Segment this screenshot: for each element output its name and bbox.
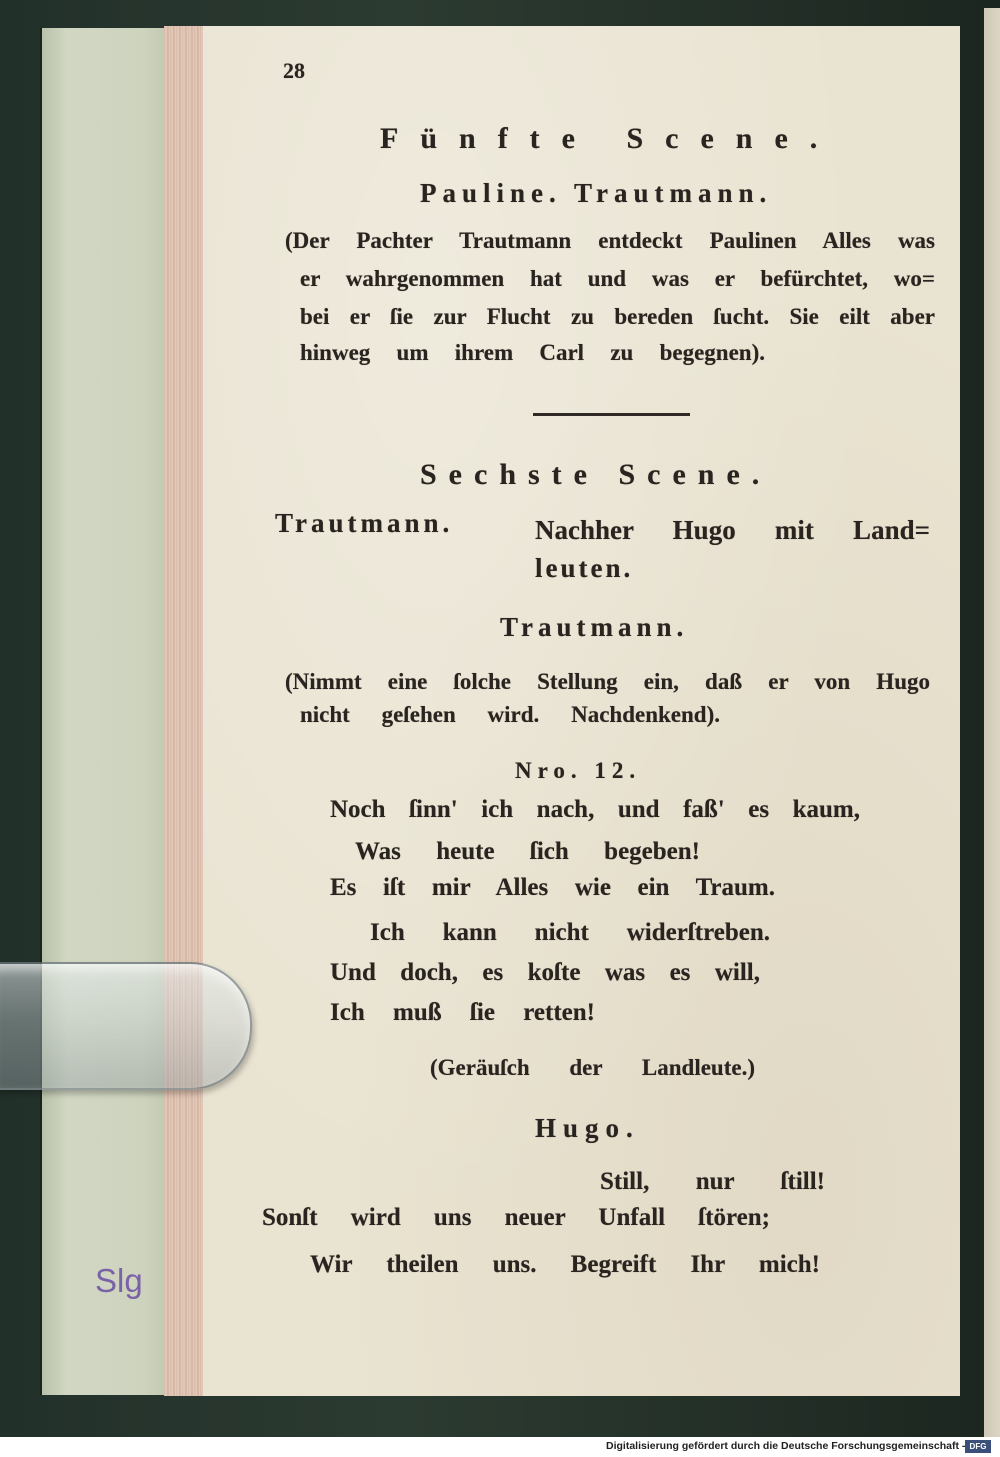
verse-line: Es iſt mir Alles wie ein Traum. — [330, 874, 775, 901]
page-edge-stack — [164, 26, 205, 1396]
stage-direction-line: (Nimmt eine ſolche Stellung ein, daß er von Hugo — [285, 669, 930, 694]
scene-6-characters-rest: leuten. — [535, 553, 634, 583]
speaker-hugo: Hugo. — [535, 1113, 640, 1143]
scene-divider — [533, 413, 690, 416]
verse-line: Ich kann nicht widerſtreben. — [370, 919, 770, 946]
library-stamp: Slg — [95, 1262, 143, 1299]
verse-line: Ich muß ſie retten! — [330, 999, 595, 1026]
left-page-block — [40, 28, 168, 1395]
dfg-logo: DFG — [965, 1440, 991, 1453]
scene-5-characters: Pauline. Trautmann. — [420, 178, 773, 208]
scene-5-direction-line: er wahrgenommen hat und was er befürchtet, wo= — [300, 266, 935, 291]
hugo-line: Still, nur ſtill! — [600, 1168, 825, 1195]
funding-credit: Digitalisierung gefördert durch die Deutsche Forschungsgemeinschaft - — [606, 1440, 966, 1452]
speaker-trautmann: Trautmann. — [500, 612, 689, 642]
scene-6-characters-rest: Nachher Hugo mit Land= — [535, 515, 930, 545]
hugo-line: Wir theilen uns. Begreift Ihr mich! — [310, 1251, 820, 1278]
verse-line: Was heute ſich begeben! — [355, 838, 700, 865]
verse-line: Noch ſinn' ich nach, und faß' es kaum, — [330, 796, 860, 823]
next-page-sliver — [984, 8, 1000, 1438]
scene-5-direction-line: hinweg um ihrem Carl zu begegnen). — [300, 340, 765, 365]
verse-line: Und doch, es koſte was es will, — [330, 959, 760, 986]
scene-5-direction-line: (Der Pachter Trautmann entdeckt Paulinen Alles was — [285, 228, 935, 253]
scene-6-character-main: Trautmann. — [275, 508, 454, 538]
page-number: 28 — [283, 58, 305, 83]
scene-5-direction-line: bei er ſie zur Flucht zu bereden ſucht. Sie eilt aber — [300, 304, 935, 329]
stage-direction-line: nicht geſehen wird. Nachdenkend). — [300, 702, 720, 727]
scene-5-title: Fünfte Scene. — [380, 122, 840, 155]
stage-direction-noise: (Geräuſch der Landleute.) — [430, 1055, 755, 1080]
scene-6-title: Sechste Scene. — [420, 458, 772, 491]
glass-page-weight — [0, 962, 252, 1090]
song-number: Nro. 12. — [515, 758, 642, 783]
hugo-line: Sonſt wird uns neuer Unfall ſtören; — [262, 1204, 770, 1231]
